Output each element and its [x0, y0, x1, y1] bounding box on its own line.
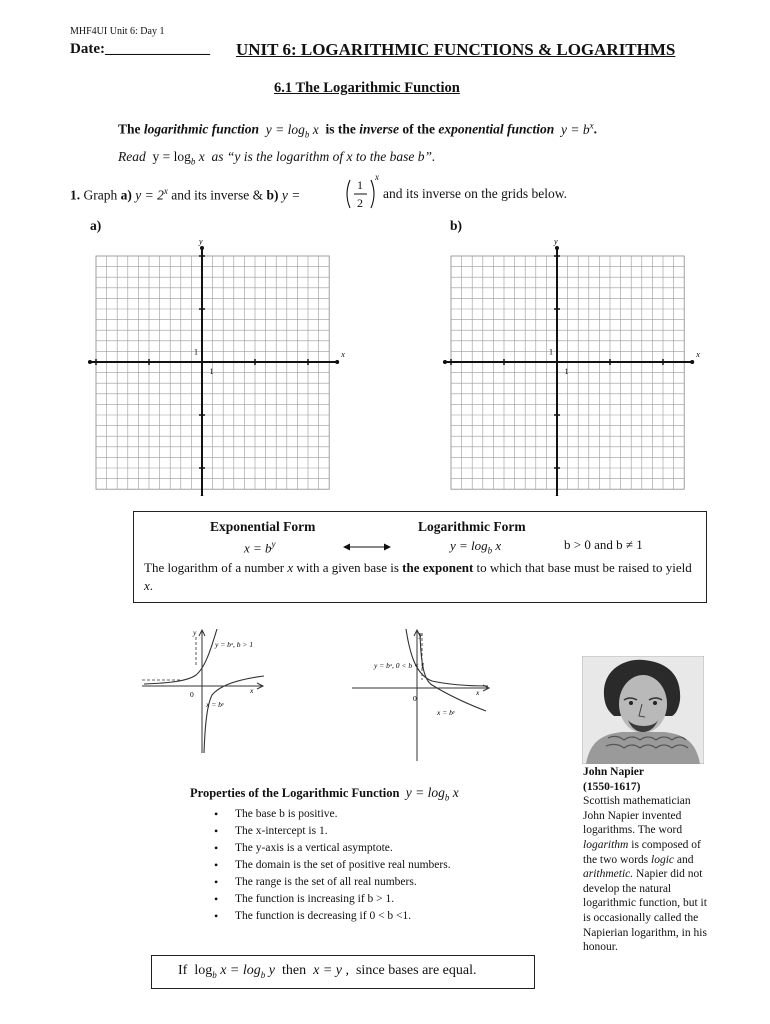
course-code: MHF4UI Unit 6: Day 1: [70, 26, 165, 37]
axis-x-label: x: [341, 350, 345, 359]
list-item: • The domain is the set of positive real numbers.: [214, 857, 451, 874]
sketch1-exp-label: y = bˣ, b > 1: [215, 640, 254, 649]
sketch-exp-log-b-gt-1: [140, 625, 270, 755]
napier-portrait: [582, 656, 704, 764]
napier-years: (1550-1617): [583, 780, 641, 793]
sketch1-x-label: x: [250, 686, 254, 695]
log-form-eq: $y = \log_b x$: [450, 538, 502, 556]
date-label: Date:: [70, 41, 105, 57]
sketch1-log-label: x = bʸ: [206, 700, 224, 709]
forms-box: [133, 511, 707, 603]
axis-x-label: x: [696, 350, 700, 359]
frac-den: 2: [357, 196, 363, 210]
y-axis-end-icon: [555, 246, 559, 250]
sketch2-log-curve: [420, 633, 486, 711]
def-eq-exp: $y = b^x$: [561, 120, 594, 137]
definition-line: The logarithmic function $y = \log_b x$ is the inverse of the exponential function $y = b^x$.: [118, 120, 598, 140]
sketch1-exp-curve: [144, 629, 217, 684]
tick-one-x: 1: [209, 367, 214, 376]
x-axis-end-icon: [690, 360, 694, 364]
y-axis-end-icon: [555, 495, 559, 496]
tick-one-y: 1: [194, 347, 198, 357]
def-middle1: is the: [325, 121, 356, 137]
frac-num: 1: [357, 178, 363, 192]
base-condition: b > 0 and b ≠ 1: [564, 537, 643, 552]
sketch2-y-label: y: [419, 630, 423, 639]
frac-exp: x: [375, 172, 379, 182]
axis-y-label: y: [554, 237, 558, 246]
list-item: • The function is decreasing if 0 < b <1.: [214, 908, 451, 925]
equal-bases-rule: If $\log_b x = \log_b y$ then x = y , since bases are equal.: [178, 963, 477, 980]
sketch-exp-log-b-lt-1: [340, 625, 500, 765]
question-1: 1. Graph a) $y = 2^x$ and its inverse & b) y =: [70, 186, 301, 203]
properties-list: [214, 806, 451, 925]
exp-form-eq: $x = b^y$: [244, 539, 276, 556]
list-item: • The range is the set of all real numbers.: [214, 874, 451, 891]
sketch2-x-label: x: [476, 688, 480, 697]
sketch1-y-label: y: [193, 628, 197, 637]
tick-one-y: 1: [549, 347, 553, 357]
equal-bases-box: [151, 955, 535, 989]
def-exp-term: exponential function: [438, 121, 555, 137]
sketch2-origin: 0: [413, 694, 417, 703]
list-item: • The function is increasing if b > 1.: [214, 891, 451, 908]
sketch2-exp-label: y = bˣ, 0 < b < 1: [374, 661, 425, 670]
def-middle2: of the: [402, 121, 436, 137]
def-inverse: inverse: [359, 121, 400, 137]
x-axis-end-icon: [335, 360, 339, 364]
question-1-end: and its inverse on the grids below.: [383, 186, 567, 201]
napier-description: Scottish mathematician John Napier invented logarithms. The word logarithm is composed of the two words logic and arithmetic. Napier did not develop the natural logarithmic function, but it is occasionally called the Napierian logarithm, in his honour.: [583, 795, 707, 954]
exp-form-title: Exponential Form: [210, 519, 316, 534]
section-title: 6.1 The Logarithmic Function: [274, 80, 460, 96]
tick-one-x: 1: [564, 367, 569, 376]
date-field: [70, 41, 210, 58]
sketch1-origin: 0: [190, 690, 194, 699]
axis-y-label: y: [199, 237, 203, 246]
read-line: Read $y = \log_b x$ as “y is the logarithm of x to the base b”.: [118, 149, 436, 167]
y-axis-end-icon: [200, 495, 204, 496]
label-b: b): [450, 218, 463, 233]
half-fraction: [343, 172, 379, 216]
log-form-title: Logarithmic Form: [418, 519, 526, 534]
log-definition: The logarithm of a number x with a given base is the exponent to which that base must be raised to yield x.: [144, 560, 692, 593]
unit-title: UNIT 6: LOGARITHMIC FUNCTIONS & LOGARITHMS: [236, 40, 676, 59]
grid-b[interactable]: [441, 234, 701, 496]
def-prefix: The: [118, 121, 141, 137]
x-axis-end-icon: [443, 360, 447, 364]
napier-bio: [583, 765, 711, 955]
y-axis-end-icon: [200, 246, 204, 250]
def-term: logarithmic function: [143, 121, 260, 137]
grid-a[interactable]: [86, 234, 346, 496]
sketch1-log-curve: [204, 676, 264, 753]
x-axis-end-icon: [88, 360, 92, 364]
double-arrow-icon: [342, 542, 392, 552]
date-blank: ______________: [104, 41, 210, 57]
napier-name: John Napier: [583, 766, 645, 778]
list-item: • The x-intercept is 1.: [214, 823, 451, 840]
sketch2-log-label: x = bʸ: [437, 708, 455, 717]
def-eq-log: $y = \log_b x$: [265, 121, 319, 140]
list-item: • The y-axis is a vertical asymptote.: [214, 840, 451, 857]
list-item: • The base b is positive.: [214, 806, 451, 823]
label-a: a): [90, 218, 102, 233]
properties-title: Properties of the Logarithmic Function $y = \log_b x$: [190, 785, 459, 803]
